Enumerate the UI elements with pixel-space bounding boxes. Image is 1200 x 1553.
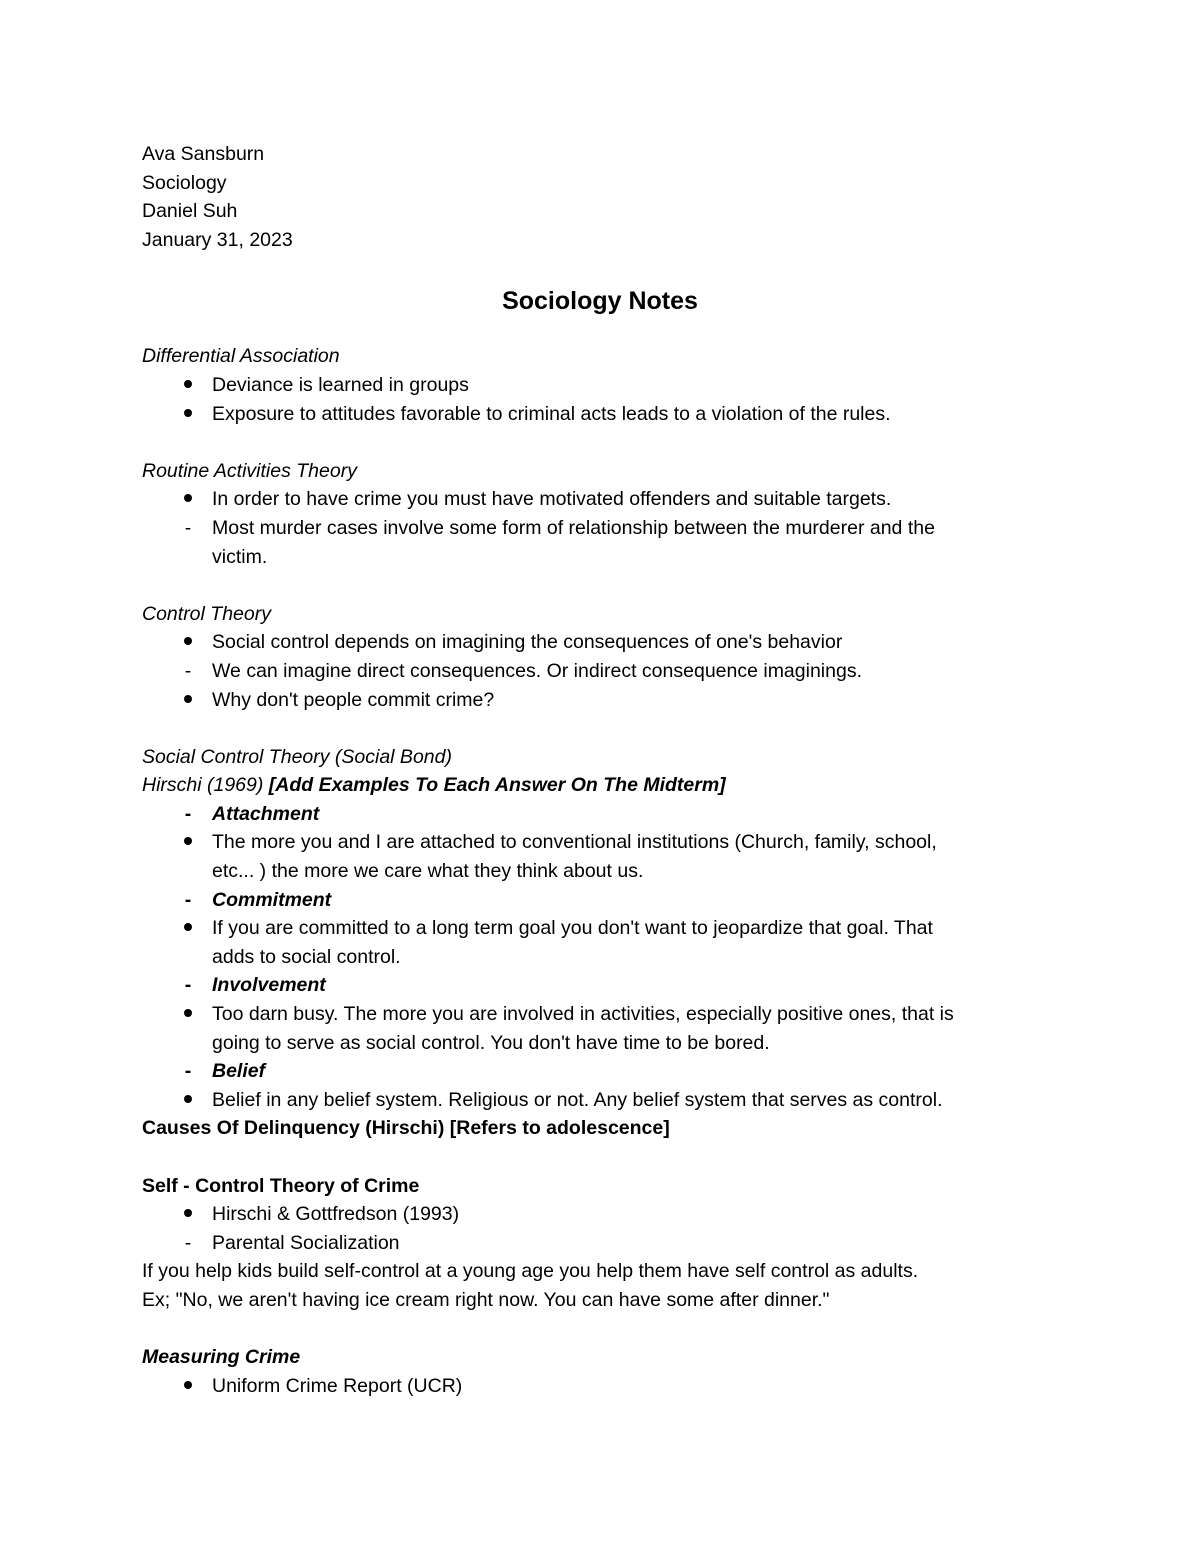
dash-icon: - <box>184 802 192 825</box>
dash-icon: - <box>184 1231 192 1254</box>
list-item: Exposure to attitudes favorable to criminal acts leads to a violation of the rules. <box>142 400 1042 429</box>
list-item: If you are committed to a long term goal you don't want to jeopardize that goal. That <box>142 914 1042 943</box>
section-heading-routine: Routine Activities Theory <box>142 459 357 482</box>
hirschi-line <box>142 771 1042 800</box>
list-item: In order to have crime you must have motivated offenders and suitable targets. <box>142 485 1042 514</box>
page-title: Sociology Notes <box>502 287 698 316</box>
list-item: - Parental Socialization <box>142 1229 1042 1258</box>
document-date: January 31, 2023 <box>142 228 293 251</box>
list-item: Deviance is learned in groups <box>142 371 1042 400</box>
list-item <box>142 1057 1042 1086</box>
bullet-icon <box>178 485 198 514</box>
hirschi-citation: Hirschi (1969) <box>142 774 264 797</box>
list-item: The more you and I are attached to conventional institutions (Church, family, school, <box>142 828 1042 857</box>
bullet-icon <box>178 628 198 657</box>
bullet-icon <box>178 828 198 857</box>
list-item: - We can imagine direct consequences. Or indirect consequence imaginings. <box>142 657 1042 686</box>
bullet-icon <box>178 1086 198 1115</box>
course-name: Sociology <box>142 171 227 194</box>
list-item: Too darn busy. The more you are involved in activities, especially positive ones, that is <box>142 1000 1042 1029</box>
bullet-icon <box>178 371 198 400</box>
section-heading-measuring: Measuring Crime <box>142 1346 301 1369</box>
dash-icon: - <box>184 659 192 682</box>
term-involvement: Involvement <box>212 974 326 997</box>
bullet-icon <box>178 914 198 943</box>
bullet-icon <box>178 1000 198 1029</box>
dash-icon: - <box>184 516 192 539</box>
list-item: - Most murder cases involve some form of relationship between the murderer and the <box>142 514 1042 543</box>
paragraph: If you help kids build self-control at a young age you help them have self control as adults. <box>142 1260 919 1283</box>
author-name: Ava Sansburn <box>142 143 265 165</box>
dash-icon: - <box>184 1060 192 1083</box>
list-item: Hirschi & Gottfredson (1993) <box>142 1200 1042 1229</box>
section-heading-control: Control Theory <box>142 602 271 625</box>
list-item: Uniform Crime Report (UCR) <box>142 1372 1042 1401</box>
list-item <box>142 800 1042 829</box>
list-item: Social control depends on imagining the consequences of one's behavior <box>142 628 1042 657</box>
list-item-continuation: going to serve as social control. You don't have time to be bored. <box>212 1031 770 1054</box>
list-item <box>142 886 1042 915</box>
term-commitment: Commitment <box>212 888 332 911</box>
list-item <box>142 971 1042 1000</box>
dash-icon: - <box>184 974 192 997</box>
bullet-icon <box>178 686 198 715</box>
section-heading-differential: Differential Association <box>142 345 340 368</box>
bullet-icon <box>178 1372 198 1401</box>
list-item-continuation: victim. <box>212 545 268 568</box>
list-item: Why don't people commit crime? <box>142 686 1042 715</box>
section-heading-social-control: Social Control Theory (Social Bond) <box>142 745 452 768</box>
list-item-continuation: adds to social control. <box>212 945 401 968</box>
list-item: Belief in any belief system. Religious or not. Any belief system that serves as control. <box>142 1086 1042 1115</box>
list-item-continuation: etc... ) the more we care what they think about us. <box>212 860 644 883</box>
section-heading-causes: Causes Of Delinquency (Hirschi) [Refers to adolescence] <box>142 1117 670 1140</box>
midterm-note: [Add Examples To Each Answer On The Midterm] <box>268 774 726 797</box>
section-heading-self-control: Self - Control Theory of Crime <box>142 1174 420 1197</box>
instructor-name: Daniel Suh <box>142 200 238 223</box>
bullet-icon <box>178 400 198 429</box>
term-belief: Belief <box>212 1060 266 1083</box>
dash-icon: - <box>184 888 192 911</box>
bullet-icon <box>178 1200 198 1229</box>
document-page <box>142 140 1042 1400</box>
paragraph: Ex; "No, we aren't having ice cream right now. You can have some after dinner." <box>142 1288 830 1311</box>
term-attachment: Attachment <box>212 802 320 825</box>
